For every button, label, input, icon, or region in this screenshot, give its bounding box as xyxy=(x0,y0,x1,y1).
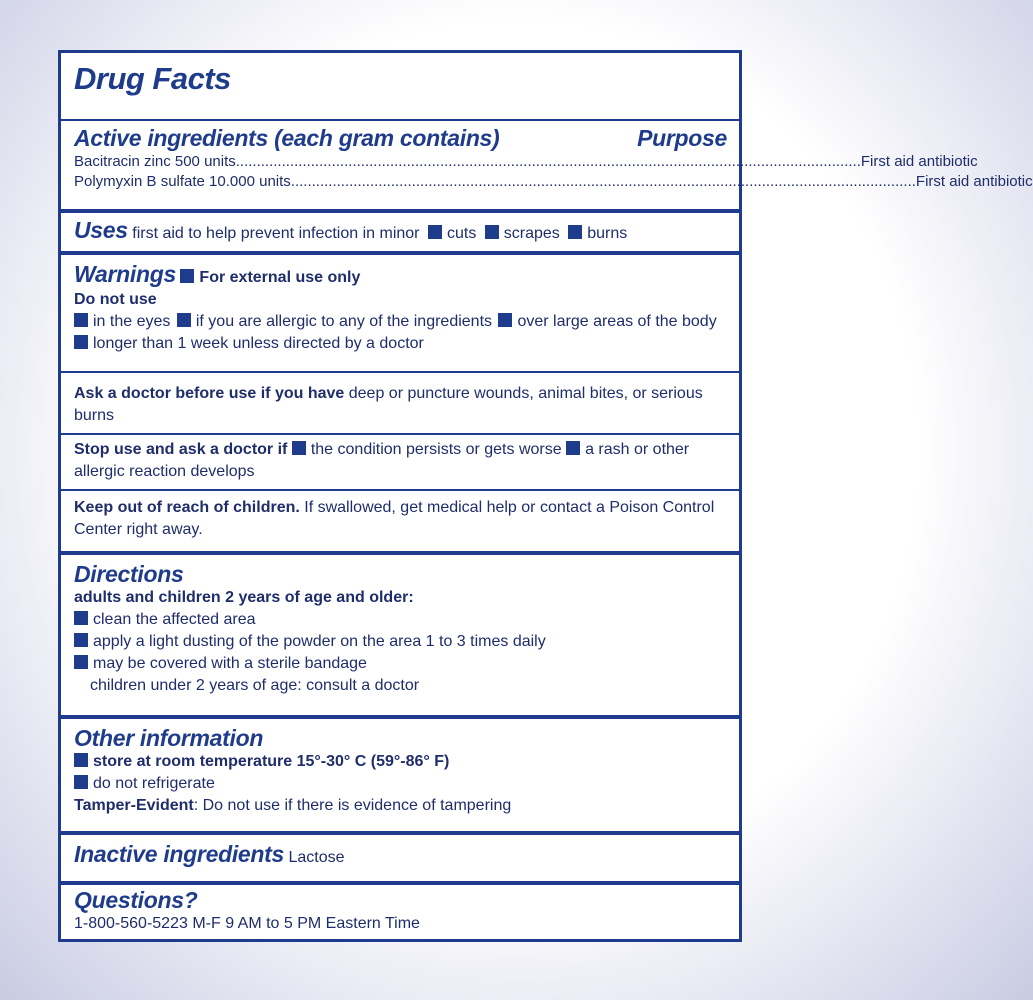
storage-text: store at room temperature 15°-30° C (59°-86° F) xyxy=(93,753,450,770)
bullet-square-icon xyxy=(74,753,88,767)
ingredient-name: Polymyxin B sulfate 10.000 units xyxy=(74,173,291,190)
inactive-header: Inactive ingredients xyxy=(74,841,285,867)
keep-out-label: Keep out of reach of children. xyxy=(74,499,300,516)
divider xyxy=(61,489,739,491)
bullet-square-icon xyxy=(74,313,88,327)
ask-doctor-text: deep or puncture wounds, animal bites, or serious burns xyxy=(74,385,703,424)
warning-item: in the eyes xyxy=(93,313,171,330)
bullet-square-icon xyxy=(74,611,88,625)
ask-doctor-label: Ask a doctor before use if you have xyxy=(74,385,345,402)
bullet-square-icon xyxy=(180,269,194,283)
ingredient-purpose: First aid antibiotic xyxy=(915,173,1033,190)
bullet-square-icon xyxy=(568,225,582,239)
bullet-square-icon xyxy=(566,441,580,455)
leader-dots: ...................................................................................................................................................... xyxy=(235,153,861,170)
drug-facts-panel xyxy=(58,50,1033,942)
warning-item: longer than 1 week unless directed by a doctor xyxy=(93,335,424,352)
uses-item: scrapes xyxy=(503,225,560,242)
uses-section xyxy=(61,219,739,245)
tamper-text: : Do not use if there is evidence of tampering xyxy=(193,797,512,814)
bullet-square-icon xyxy=(485,225,499,239)
stop-use-item: the condition persists or gets worse xyxy=(310,441,562,458)
keep-out-section xyxy=(61,497,739,541)
uses-text: first aid to help prevent infection in minor xyxy=(132,225,420,242)
stop-use-item: a rash or other allergic reaction develops xyxy=(74,441,690,480)
ingredient-row xyxy=(74,172,1033,192)
uses-header: Uses xyxy=(74,217,128,243)
questions-text: 1-800-560-5223 M-F 9 AM to 5 PM Eastern Time xyxy=(74,915,420,932)
warnings-header: Warnings xyxy=(74,261,176,287)
inactive-section xyxy=(61,843,739,869)
other-info-header: Other information xyxy=(74,725,264,751)
bullet-square-icon xyxy=(498,313,512,327)
divider xyxy=(61,881,739,885)
uses-item: cuts xyxy=(446,225,477,242)
directions-subheader: adults and children 2 years of age and older: xyxy=(74,589,414,606)
bullet-square-icon xyxy=(74,775,88,789)
ingredient-purpose: First aid antibiotic xyxy=(860,153,978,170)
stop-use-section xyxy=(61,439,739,483)
divider xyxy=(61,551,739,555)
divider xyxy=(61,209,739,213)
active-ingredients-section xyxy=(61,125,1033,192)
other-info-section xyxy=(61,725,739,817)
bullet-square-icon xyxy=(177,313,191,327)
warnings-section xyxy=(61,263,739,355)
warning-item: if you are allergic to any of the ingredients xyxy=(195,313,493,330)
purpose-header: Purpose xyxy=(637,125,727,151)
do-not-use-header: Do not use xyxy=(74,291,157,308)
direction-item: may be covered with a sterile bandage xyxy=(93,655,367,672)
inactive-text: Lactose xyxy=(288,849,345,866)
warning-item: over large areas of the body xyxy=(517,313,717,330)
refrigerate-text: do not refrigerate xyxy=(93,775,215,792)
questions-header: Questions? xyxy=(74,887,198,913)
title-section xyxy=(61,61,739,97)
questions-section xyxy=(61,887,739,935)
drug-facts-title: Drug Facts xyxy=(74,61,231,96)
stop-use-label: Stop use and ask a doctor if xyxy=(74,441,288,458)
uses-item: burns xyxy=(587,225,628,242)
directions-section xyxy=(61,561,739,697)
directions-header: Directions xyxy=(74,561,184,587)
bullet-square-icon xyxy=(292,441,306,455)
ask-doctor-section xyxy=(61,383,739,427)
ingredient-name: Bacitracin zinc 500 units xyxy=(74,153,236,170)
leader-dots: ...................................................................................................................................................... xyxy=(290,173,916,190)
divider xyxy=(61,119,739,121)
bullet-square-icon xyxy=(74,335,88,349)
ingredient-row xyxy=(74,152,978,172)
divider xyxy=(61,831,739,835)
divider xyxy=(61,715,739,719)
bullet-square-icon xyxy=(428,225,442,239)
divider xyxy=(61,433,739,435)
bullet-square-icon xyxy=(74,633,88,647)
direction-item: apply a light dusting of the powder on the area 1 to 3 times daily xyxy=(93,633,546,650)
keep-out-text: If swallowed, get medical help or contact a Poison Control Center right away. xyxy=(74,499,715,538)
children-direction: children under 2 years of age: consult a doctor xyxy=(90,677,420,694)
direction-item: clean the affected area xyxy=(93,611,256,628)
active-ingredients-header: Active ingredients (each gram contains) xyxy=(74,125,500,151)
divider xyxy=(61,251,739,255)
external-use-text: For external use only xyxy=(199,269,361,286)
divider xyxy=(61,371,739,373)
tamper-label: Tamper-Evident xyxy=(74,797,194,814)
bullet-square-icon xyxy=(74,655,88,669)
